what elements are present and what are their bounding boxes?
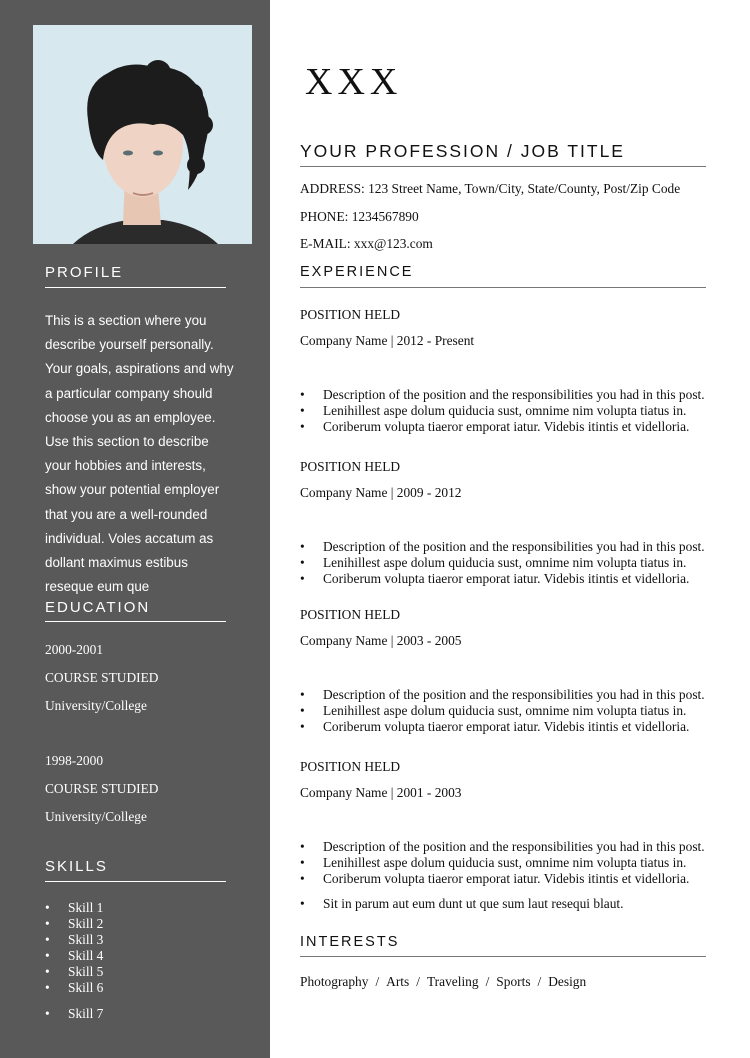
company-line: Company Name | 2001 - 2003	[300, 785, 462, 800]
interest-separator: /	[416, 974, 420, 989]
responsibility-list	[300, 539, 710, 586]
responsibility-item: • Lenihillest aspe dolum quiducia sust, omnime nim volupta tiatus in.	[300, 555, 710, 571]
interest-item: Sports	[496, 974, 531, 989]
responsibility-item: • Sit in parum aut eum dunt ut que sum laut resequi blaut.	[300, 896, 710, 912]
responsibility-item: • Lenihillest aspe dolum quiducia sust, omnime nim volupta tiatus in.	[300, 703, 710, 719]
skill-item: • Skill 3	[45, 932, 103, 948]
responsibility-list	[300, 839, 710, 912]
responsibility-item: • Description of the position and the responsibilities you had in this post.	[300, 839, 710, 855]
responsibility-item: • Coriberum volupta tiaeror emporat iatur. Videbis itintis et videlloria.	[300, 571, 710, 587]
education-course: COURSE STUDIED	[45, 670, 159, 685]
responsibility-item: • Coriberum volupta tiaeror emporat iatur. Videbis itintis et videlloria.	[300, 719, 710, 735]
responsibility-item: • Lenihillest aspe dolum quiducia sust, omnime nim volupta tiatus in.	[300, 403, 710, 419]
education-years: 1998-2000	[45, 753, 104, 768]
responsibility-item: • Description of the position and the responsibilities you had in this post.	[300, 687, 710, 703]
interests-divider	[300, 956, 706, 957]
position-title: POSITION HELD	[300, 459, 401, 474]
company-line: Company Name | 2009 - 2012	[300, 485, 462, 500]
skill-item: • Skill 5	[45, 964, 103, 980]
responsibility-list	[300, 687, 710, 734]
profile-text: This is a section where you describe yourself personally. Your goals, aspirations and why a particular company should choose you as an employee. Use this section to describe your hobbies and interests, show your potential employer that you are a well-rounded individual. Voles accatum as dollant maximus estibus reseque eum que	[45, 313, 234, 595]
interest-separator: /	[537, 974, 542, 989]
skills-heading: SKILLS	[45, 858, 108, 875]
interest-item: Traveling	[426, 974, 479, 989]
experience-entry	[300, 307, 720, 434]
education-course: COURSE STUDIED	[45, 781, 159, 796]
skill-item: • Skill 7	[45, 1006, 103, 1022]
responsibility-list	[300, 387, 710, 434]
experience-heading: EXPERIENCE	[300, 264, 414, 280]
position-title: POSITION HELD	[300, 307, 401, 322]
interest-item: Photography	[300, 974, 369, 989]
experience-divider	[300, 287, 706, 288]
interests-list	[300, 974, 586, 990]
email: E-MAIL: xxx@123.com	[300, 236, 433, 251]
position-title: POSITION HELD	[300, 759, 401, 774]
education-heading: EDUCATION	[45, 599, 151, 616]
responsibility-item: • Coriberum volupta tiaeror emporat iatur. Videbis itintis et videlloria.	[300, 419, 710, 435]
company-line: Company Name | 2012 - Present	[300, 333, 475, 348]
candidate-name: XXX	[305, 61, 403, 103]
interest-separator: /	[375, 974, 380, 989]
phone: PHONE: 1234567890	[300, 209, 419, 224]
experience-entry	[300, 759, 720, 912]
skill-item: • Skill 4	[45, 948, 103, 964]
interests-heading: INTERESTS	[300, 934, 400, 950]
job-title: YOUR PROFESSION / JOB TITLE	[300, 141, 625, 161]
skill-item: • Skill 2	[45, 916, 103, 932]
interest-item: Arts	[386, 974, 410, 989]
skill-item: • Skill 6	[45, 980, 103, 996]
company-line: Company Name | 2003 - 2005	[300, 633, 462, 648]
interest-item: Design	[548, 974, 587, 989]
profile-divider	[45, 287, 226, 288]
title-divider	[300, 166, 706, 167]
profile-photo	[33, 25, 252, 244]
responsibility-item: • Lenihillest aspe dolum quiducia sust, omnime nim volupta tiatus in.	[300, 855, 710, 871]
skills-divider	[45, 881, 226, 882]
experience-entry	[300, 607, 720, 734]
responsibility-item: • Description of the position and the responsibilities you had in this post.	[300, 387, 710, 403]
profile-heading: PROFILE	[45, 264, 124, 281]
skill-item: • Skill 1	[45, 900, 103, 916]
education-divider	[45, 621, 226, 622]
interest-separator: /	[485, 974, 490, 989]
position-title: POSITION HELD	[300, 607, 401, 622]
responsibility-item: • Coriberum volupta tiaeror emporat iatur. Videbis itintis et videlloria.	[300, 871, 710, 887]
education-school: University/College	[45, 698, 147, 713]
experience-entry	[300, 459, 720, 586]
skills-list	[45, 900, 103, 1022]
education-school: University/College	[45, 809, 147, 824]
responsibility-item: • Description of the position and the responsibilities you had in this post.	[300, 539, 710, 555]
education-years: 2000-2001	[45, 642, 104, 657]
address: ADDRESS: 123 Street Name, Town/City, State/County, Post/Zip Code	[300, 181, 681, 196]
